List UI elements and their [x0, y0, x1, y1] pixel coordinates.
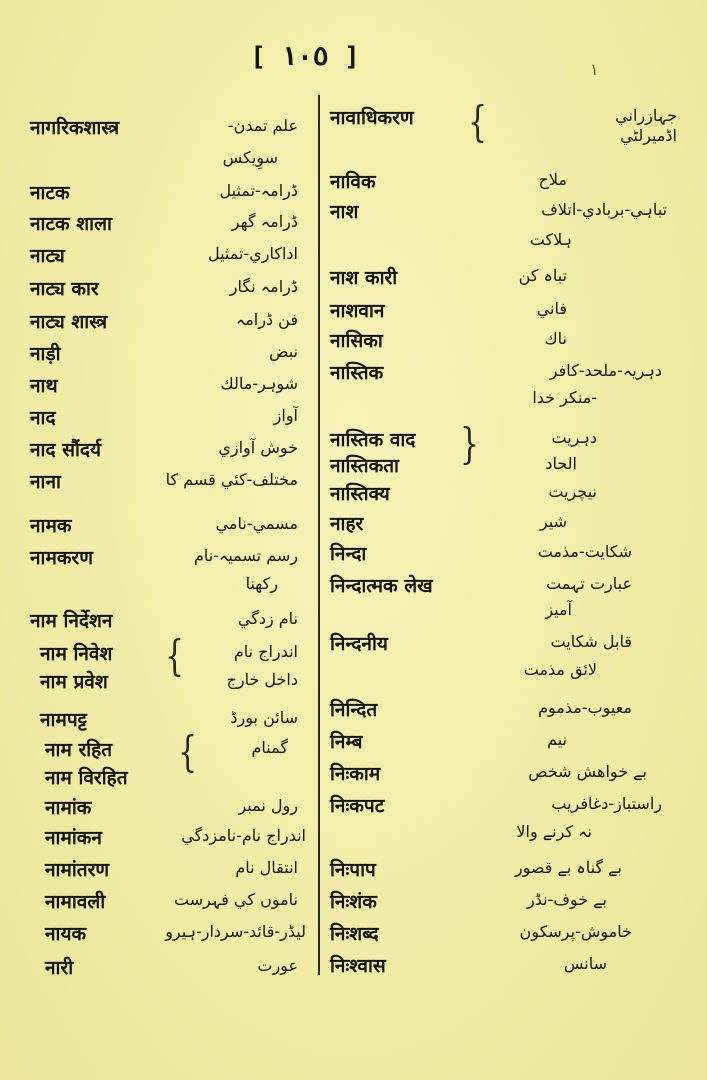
entry-continuation: آميز — [545, 600, 572, 619]
entry-term: नाट्य शास्त्र — [30, 311, 108, 333]
entry-meaning: ملاح — [538, 170, 567, 189]
entry-continuation: سوِيكس — [222, 148, 278, 167]
corner-mark: ۱ — [590, 60, 599, 79]
entry — [320, 450, 707, 480]
entry-meaning: عورت — [257, 956, 298, 975]
entry — [320, 295, 707, 325]
entry — [0, 704, 318, 734]
grouping-brace: { — [165, 632, 185, 681]
entry-term: नास्तिक — [330, 362, 384, 384]
entry-term: नाद सौंदर्य — [30, 439, 102, 461]
entry-meaning: دہريت — [551, 428, 597, 447]
entry-meaning: فاني — [536, 299, 567, 318]
entry-term: नास्तिक्य — [330, 483, 390, 505]
entry-continuation: لائق مذمت — [523, 660, 597, 679]
entry-term: नामकरण — [30, 547, 93, 569]
grouping-brace: { — [468, 98, 488, 147]
entry-term: नाम प्रवेश — [40, 671, 108, 693]
entry — [0, 402, 318, 432]
entry — [320, 694, 707, 724]
entry — [320, 325, 707, 355]
entry-meaning: شوہر-مالك — [220, 374, 298, 393]
right-column — [320, 0, 707, 1080]
entry-term: नामांक — [45, 797, 92, 819]
entry-term: नाम रहित — [45, 739, 113, 761]
entry-term: नाश — [330, 201, 359, 223]
entry-meaning: ناك — [544, 329, 567, 348]
entry-term: नामांतरण — [45, 859, 110, 881]
entry — [0, 510, 318, 540]
entry-term: नामावली — [45, 891, 106, 913]
entry-meaning: معيوب-مذموم — [538, 698, 632, 717]
entry-term: नाट्य कार — [30, 278, 99, 300]
entry — [0, 370, 318, 400]
entry — [0, 886, 318, 916]
entry — [0, 466, 318, 496]
entry-term: नारी — [45, 957, 74, 979]
entry-meaning: ليڈر-قائد-سردار-ہيرو — [165, 922, 306, 941]
entry — [320, 790, 707, 820]
entry-meaning: انتقال نام — [235, 858, 298, 877]
entry-meaning: تباہي-بربادي-اتلاف — [541, 200, 667, 219]
entry-continuation: ركھنا — [245, 574, 278, 593]
entry-meaning: نيم — [547, 730, 567, 749]
entry-term: नाम निवेश — [40, 643, 113, 665]
entry-meaning: ڈرامہ گھر — [231, 212, 298, 231]
entry-term: नास्तिकता — [330, 455, 399, 477]
entry-term: नाना — [30, 471, 61, 493]
entry — [320, 886, 707, 916]
entry-meaning: اندراج نام — [233, 642, 298, 661]
entry-meaning: سانس — [563, 954, 607, 973]
entry — [0, 177, 318, 207]
entry-meaning: سائن بورڈ — [230, 708, 298, 727]
entry — [0, 306, 318, 336]
entry — [0, 605, 318, 635]
entry-term: नागरिकशास्त्र — [30, 117, 120, 139]
entry-meaning: رسم تسميہ-نام — [193, 546, 298, 565]
entry — [320, 918, 707, 948]
entry-meaning: راستباز-دغافريب — [551, 794, 662, 813]
entry-term: नाशवान — [330, 300, 385, 322]
entry-term: नावाधिकरण — [330, 107, 414, 129]
entry-meaning: شكايت-مذمت — [537, 542, 632, 561]
entry-meaning: رول نمبر — [238, 796, 298, 815]
entry — [0, 208, 318, 238]
entry — [0, 854, 318, 884]
entry-meaning: خاموش-پرسكون — [519, 922, 632, 941]
entry-continuation: -منكر خدا — [532, 388, 597, 407]
entry — [0, 822, 318, 852]
entry — [0, 762, 318, 792]
entry — [320, 628, 707, 658]
entry-meaning: علم تمدن- — [227, 116, 298, 135]
entry — [320, 196, 707, 226]
entry-meaning: نيچريت — [548, 482, 597, 501]
left-column — [0, 0, 318, 1080]
entry-term: निःशंक — [330, 891, 377, 913]
entry — [0, 792, 318, 822]
entry-term: निन्दित — [330, 699, 378, 721]
grouping-brace: { — [178, 728, 198, 777]
entry-term: नाड़ी — [30, 343, 61, 365]
entry-term: नाम निर्देशन — [30, 610, 113, 632]
entry-term: नासिका — [330, 330, 383, 352]
entry-term: निम्ब — [330, 731, 363, 753]
entry-meaning: ناموں كي فہرست — [173, 890, 298, 909]
entry — [320, 262, 707, 292]
entry — [320, 570, 707, 600]
entry-term: नाम विरहित — [45, 767, 128, 789]
entry-meaning: بے گناہ بے قصور — [514, 858, 622, 877]
entry-term: नाहर — [330, 513, 364, 535]
entry-term: नायक — [45, 923, 87, 945]
entry — [320, 508, 707, 538]
entry-term: निन्दा — [330, 543, 367, 565]
entry-meaning: داخل خارج — [226, 670, 298, 689]
entry-meaning: مسمي-نامي — [215, 514, 298, 533]
entry — [0, 434, 318, 464]
page-number: [ ١٠٥ ] — [250, 42, 360, 72]
entry — [320, 478, 707, 508]
entry-continuation: اڈميرلٹي — [620, 126, 677, 145]
entry-term: निःकाम — [330, 763, 381, 785]
entry — [0, 112, 318, 142]
entry — [0, 240, 318, 270]
entry-meaning: جہازراني — [615, 106, 677, 125]
entry-meaning: ڈرامہ نگار — [229, 277, 298, 296]
entry-meaning: عبارت تہمت — [546, 574, 632, 593]
entry — [320, 758, 707, 788]
entry-meaning: اندراج نام-نامزدگي — [181, 826, 306, 845]
entry-term: नाथ — [30, 375, 58, 397]
entry-meaning: اداكاري-تمثيل — [207, 244, 298, 263]
entry-meaning: مختلف-كئي قسم كا — [165, 470, 298, 489]
entry-term: निःश्वास — [330, 955, 386, 977]
entry-term: नास्तिक वाद — [330, 429, 416, 451]
entry — [320, 854, 707, 884]
entry — [0, 542, 318, 572]
entry-term: निःकपट — [330, 795, 385, 817]
entry-meaning: شير — [539, 512, 567, 531]
entry — [0, 952, 318, 982]
entry-meaning: دہريہ-ملحد-كافر — [549, 361, 662, 380]
entry-continuation: نہ كرنے والا — [516, 822, 592, 841]
entry-term: नामक — [30, 515, 72, 537]
entry-term: नाट्य — [30, 245, 65, 267]
entry — [320, 726, 707, 756]
entry-term: नाटक — [30, 182, 70, 204]
entry-meaning: گمنام — [251, 738, 288, 757]
entry-term: नामपट्ट — [40, 709, 87, 731]
entry-meaning: آواز — [273, 406, 298, 425]
entry-meaning: بے خواھش شخص — [528, 762, 647, 781]
entry-meaning: قابل شكايت — [550, 632, 632, 651]
entry — [0, 666, 318, 696]
entry-meaning: خوش آوازي — [218, 438, 298, 457]
entry — [320, 950, 707, 980]
entry — [0, 338, 318, 368]
entry-meaning: فن ڈرامہ — [235, 310, 298, 329]
entry-term: नाविक — [330, 171, 376, 193]
entry-term: नाश कारी — [330, 267, 398, 289]
entry-meaning: بے خوف-نڈر — [526, 890, 607, 909]
entry-term: नाद — [30, 407, 56, 429]
entry — [0, 273, 318, 303]
entry-term: नामांकन — [45, 827, 102, 849]
entry-meaning: تباہ كن — [518, 266, 567, 285]
entry-meaning: ڈرامہ-تمثيل — [219, 181, 298, 200]
entry-term: नाटक शाला — [30, 213, 112, 235]
grouping-brace: } — [460, 420, 480, 469]
entry — [0, 638, 318, 668]
entry — [320, 538, 707, 568]
entry-meaning: نبض — [269, 342, 298, 361]
entry — [0, 918, 318, 948]
entry — [320, 166, 707, 196]
entry-continuation: ہلاكت — [529, 230, 572, 249]
entry — [0, 734, 318, 764]
entry-meaning: نام زدگي — [237, 609, 298, 628]
entry-term: निःपाप — [330, 859, 376, 881]
entry-term: निन्दनीय — [330, 633, 388, 655]
entry-term: निःशब्द — [330, 923, 379, 945]
entry-term: निन्दात्मक लेख — [330, 575, 433, 597]
entry — [320, 357, 707, 387]
entry-meaning: الحاد — [545, 454, 577, 473]
